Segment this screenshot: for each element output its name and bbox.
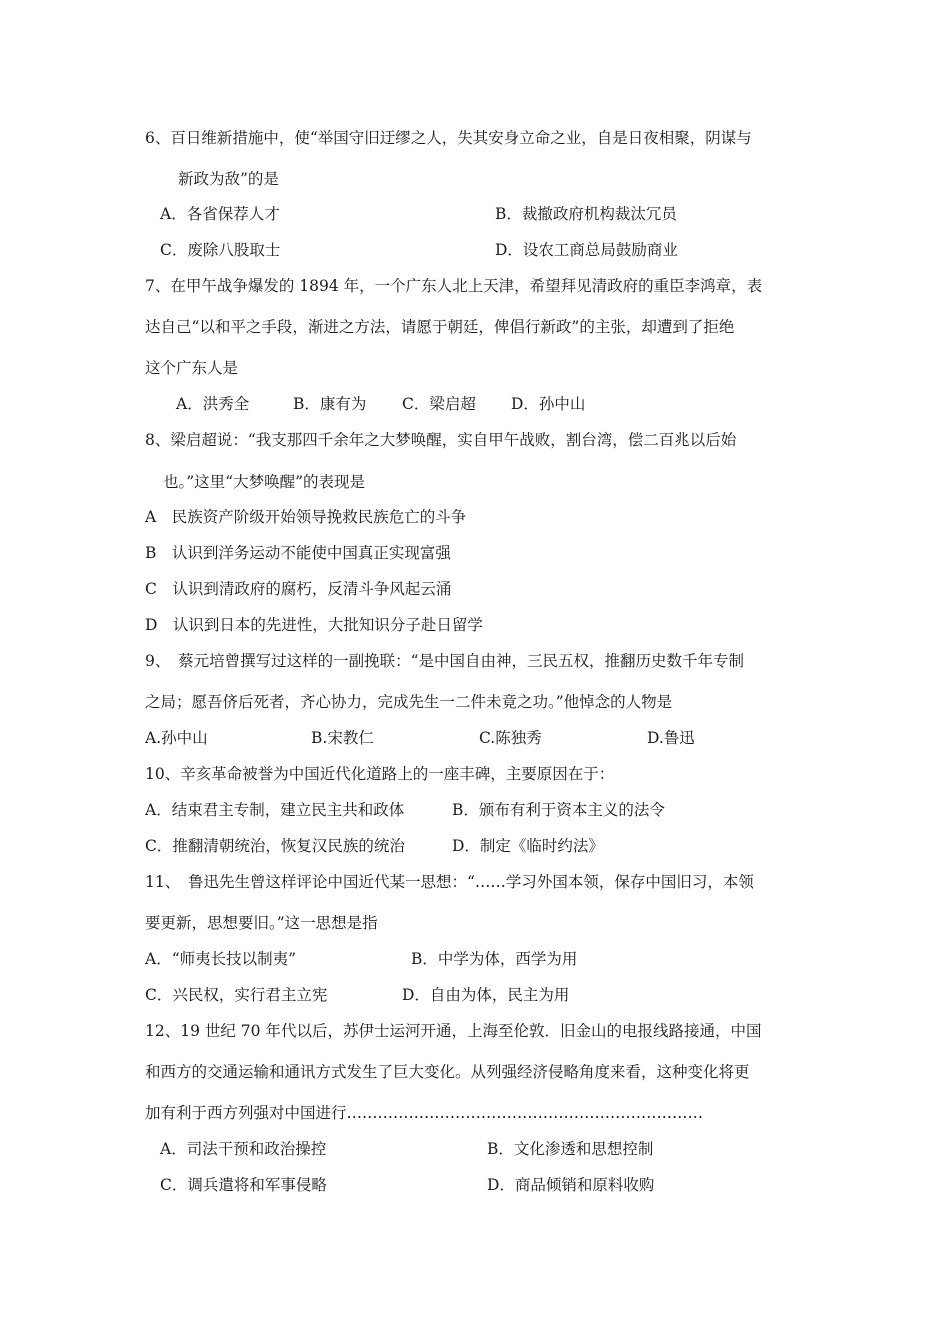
q11-option-d: D．自由为体，民主为用 [402,986,570,1004]
q10-option-b: B．颁布有利于资本主义的法令 [452,801,665,819]
q8-option-b: B 认识到洋务运动不能使中国真正实现富强 [145,544,451,562]
q7-option-a: A．洪秀全 [176,395,250,413]
q8-option-c: C 认识到清政府的腐朽，反清斗争风起云涌 [145,580,452,598]
q12-option-c: C．调兵遣将和军事侵略 [160,1176,327,1194]
q7-option-b: B．康有为 [293,395,367,413]
q6-option-d: D．设农工商总局鼓励商业 [495,241,678,259]
q7-option-d: D．孙中山 [511,395,586,413]
q9-stem-line-1: 9、 蔡元培曾撰写过这样的一副挽联：“是中国自由神，三民五权，推翻历史数千年专制 [145,652,745,670]
q12-option-a: A．司法干预和政治操控 [160,1140,327,1158]
q9-option-d: D.鲁迅 [647,729,695,747]
q8-stem-line-2: 也。”这里“大梦唤醒”的表现是 [163,473,366,491]
q9-option-a: A.孙中山 [145,729,208,747]
q12-stem-line-2: 和西方的交通运输和通讯方式发生了巨大变化。从列强经济侵略角度来看，这种变化将更 [145,1063,750,1081]
q6-option-a: A．各省保荐人才 [160,205,280,223]
q9-stem-line-2: 之局；愿吾侪后死者，齐心协力，完成先生一二件未竟之功。”他悼念的人物是 [145,693,673,711]
q12-stem-line-1: 12、19 世纪 70 年代以后，苏伊士运河开通，上海至伦敦．旧金山的电报线路接通，中国 [145,1022,762,1040]
q6-option-b: B．裁撤政府机构裁汰冗员 [495,205,677,223]
q11-option-c: C．兴民权，实行君主立宪 [145,986,328,1004]
q6-stem-line-2: 新政为敌”的是 [178,170,279,188]
q10-option-a: A．结束君主专制，建立民主共和政体 [145,801,405,819]
q11-stem-line-1: 11、 鲁迅先生曾这样评论中国近代某一思想：“……学习外国本领，保存中国旧习，本领 [145,873,754,891]
q8-stem-line-1: 8、梁启超说：“我支那四千余年之大梦唤醒，实自甲午战败，割台湾，偿二百兆以后始 [145,431,737,449]
q10-option-c: C．推翻清朝统治，恢复汉民族的统治 [145,837,405,855]
q8-option-a: A 民族资产阶级开始领导挽救民族危亡的斗争 [145,508,467,526]
q12-stem-line-3: 加有利于西方列强对中国进行…………………………………………………………… [145,1104,704,1122]
q7-option-c: C．梁启超 [402,395,476,413]
q8-option-d: D 认识到日本的先进性，大批知识分子赴日留学 [145,616,483,634]
q7-stem-line-3: 这个广东人是 [145,359,239,377]
q6-stem-line-1: 6、百日维新措施中，使“举国守旧迂缪之人，失其安身立命之业，自是日夜相聚，阴谋与 [145,129,752,147]
q9-option-b: B.宋教仁 [311,729,374,747]
q11-option-a: A．“师夷长技以制夷” [145,950,297,968]
q9-option-c: C.陈独秀 [479,729,542,747]
q7-stem-line-1: 7、在甲午战争爆发的 1894 年，一个广东人北上天津，希望拜见清政府的重臣李鸿章，表 [145,277,763,295]
q7-stem-line-2: 达自己“以和平之手段，渐进之方法，请愿于朝廷，俾倡行新政”的主张，却遭到了拒绝 [145,318,735,336]
q12-option-b: B．文化渗透和思想控制 [487,1140,654,1158]
q11-stem-line-2: 要更新，思想要旧。”这一思想是指 [145,914,378,932]
q11-option-b: B．中学为体，西学为用 [411,950,578,968]
q12-option-d: D．商品倾销和原料收购 [487,1176,655,1194]
q10-stem-line-1: 10、辛亥革命被誉为中国近代化道路上的一座丰碑，主要原因在于： [145,765,615,783]
q10-option-d: D．制定《临时约法》 [452,837,604,855]
q6-option-c: C．废除八股取士 [160,241,281,259]
